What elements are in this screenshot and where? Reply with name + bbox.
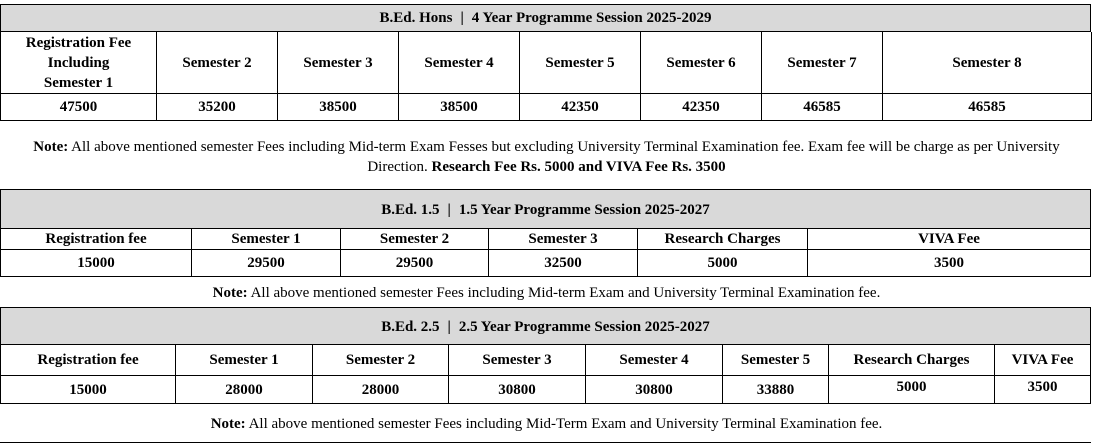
bed15-header-semester-1: Semester 1 [191,229,340,249]
hons-values-row [0,94,1092,121]
bottom-rule [0,442,1091,443]
bed15-title-band [0,189,1091,229]
hons-value-semester-7: 46585 [761,94,882,120]
hons-title-separator: | [460,10,464,26]
bed25-title-right: 2.5 Year Programme Session 2025-2027 [458,319,710,335]
bed25-header-research-charges: Research Charges [828,345,994,375]
hons-header-semester-8: Semester 8 [882,32,1092,93]
bed25-header-semester-4: Semester 4 [585,345,722,375]
hons-header-registration-line3: Semester 1 [43,74,114,91]
bed15-note-label: Note: [212,285,248,301]
bed25-note-text: All above mentioned semester Fees including Mid-Term Exam and University Terminal Examination fee. [245,416,883,432]
bed25-header-semester-3: Semester 3 [448,345,585,375]
hons-value-registration: 47500 [0,94,156,120]
bed15-value-viva-fee: 3500 [807,250,1091,276]
bed15-header-semester-3: Semester 3 [488,229,637,249]
hons-header-registration-line1: Registration Fee [25,34,132,51]
bed25-header-viva-fee: VIVA Fee [994,345,1091,375]
hons-note-label: Note: [33,139,69,155]
hons-header-semester-3: Semester 3 [277,32,398,93]
bed15-header-viva-fee: VIVA Fee [807,229,1091,249]
hons-value-semester-4: 38500 [398,94,519,120]
hons-note [0,137,1093,177]
hons-value-semester-3: 38500 [277,94,398,120]
bed15-value-semester-3: 32500 [488,250,637,276]
bed25-header-semester-1: Semester 1 [175,345,312,375]
bed25-note-label: Note: [210,416,246,432]
bed25-value-viva-fee: 3500 [994,376,1091,403]
hons-value-semester-2: 35200 [156,94,277,120]
hons-title-right: 4 Year Programme Session 2025-2029 [471,10,712,26]
bed25-value-semester-1: 28000 [175,376,312,403]
bed25-title-separator: | [447,319,451,335]
hons-note-bold: Research Fee Rs. 5000 and VIVA Fee Rs. 3500 [431,159,726,175]
hons-value-semester-5: 42350 [519,94,640,120]
bed15-title-left: B.Ed. 1.5 [381,202,440,218]
bed25-note [0,414,1093,434]
bed15-values-row [0,250,1091,277]
bed15-header-semester-2: Semester 2 [340,229,488,249]
bed15-value-semester-1: 29500 [191,250,340,276]
bed15-header-research-charges: Research Charges [637,229,807,249]
bed25-header-registration: Registration fee [0,345,175,375]
hons-header-row [0,32,1092,94]
bed15-title-right: 1.5 Year Programme Session 2025-2027 [458,202,710,218]
hons-note-text: All above mentioned semester Fees including Mid-term Exam Fesses but excluding University Terminal Examination fee. Exam fee will be charge as per University Direction. [68,139,1060,175]
bed25-value-semester-4: 30800 [585,376,722,403]
bed15-header-row [0,229,1091,250]
hons-header-semester-4: Semester 4 [398,32,519,93]
hons-header-semester-5: Semester 5 [519,32,640,93]
hons-header-registration-line2: Including [47,54,110,71]
hons-value-semester-8: 46585 [882,94,1092,120]
hons-header-semester-6: Semester 6 [640,32,761,93]
hons-header-registration [0,32,156,93]
bed25-value-semester-2: 28000 [312,376,448,403]
hons-title-band [0,4,1091,32]
bed15-note-text: All above mentioned semester Fees including Mid-term Exam and University Terminal Examination fee. [247,285,881,301]
bed15-value-research-charges: 5000 [637,250,807,276]
bed25-value-semester-3: 30800 [448,376,585,403]
bed15-title-separator: | [447,202,451,218]
hons-header-semester-2: Semester 2 [156,32,277,93]
bed15-header-registration: Registration fee [0,229,191,249]
hons-title-left: B.Ed. Hons [379,10,453,26]
bed25-header-semester-5: Semester 5 [722,345,828,375]
hons-header-semester-7: Semester 7 [761,32,882,93]
bed15-value-registration: 15000 [0,250,191,276]
bed25-value-research-charges: 5000 [828,376,994,403]
bed25-values-row [0,376,1091,404]
bed25-header-semester-2: Semester 2 [312,345,448,375]
hons-value-semester-6: 42350 [640,94,761,120]
bed25-value-semester-5: 33880 [722,376,828,403]
bed25-value-registration: 15000 [0,376,175,403]
bed25-header-row [0,345,1091,376]
bed15-value-semester-2: 29500 [340,250,488,276]
bed25-title-band [0,307,1091,345]
bed15-note [0,283,1093,303]
bed25-title-left: B.Ed. 2.5 [381,319,440,335]
